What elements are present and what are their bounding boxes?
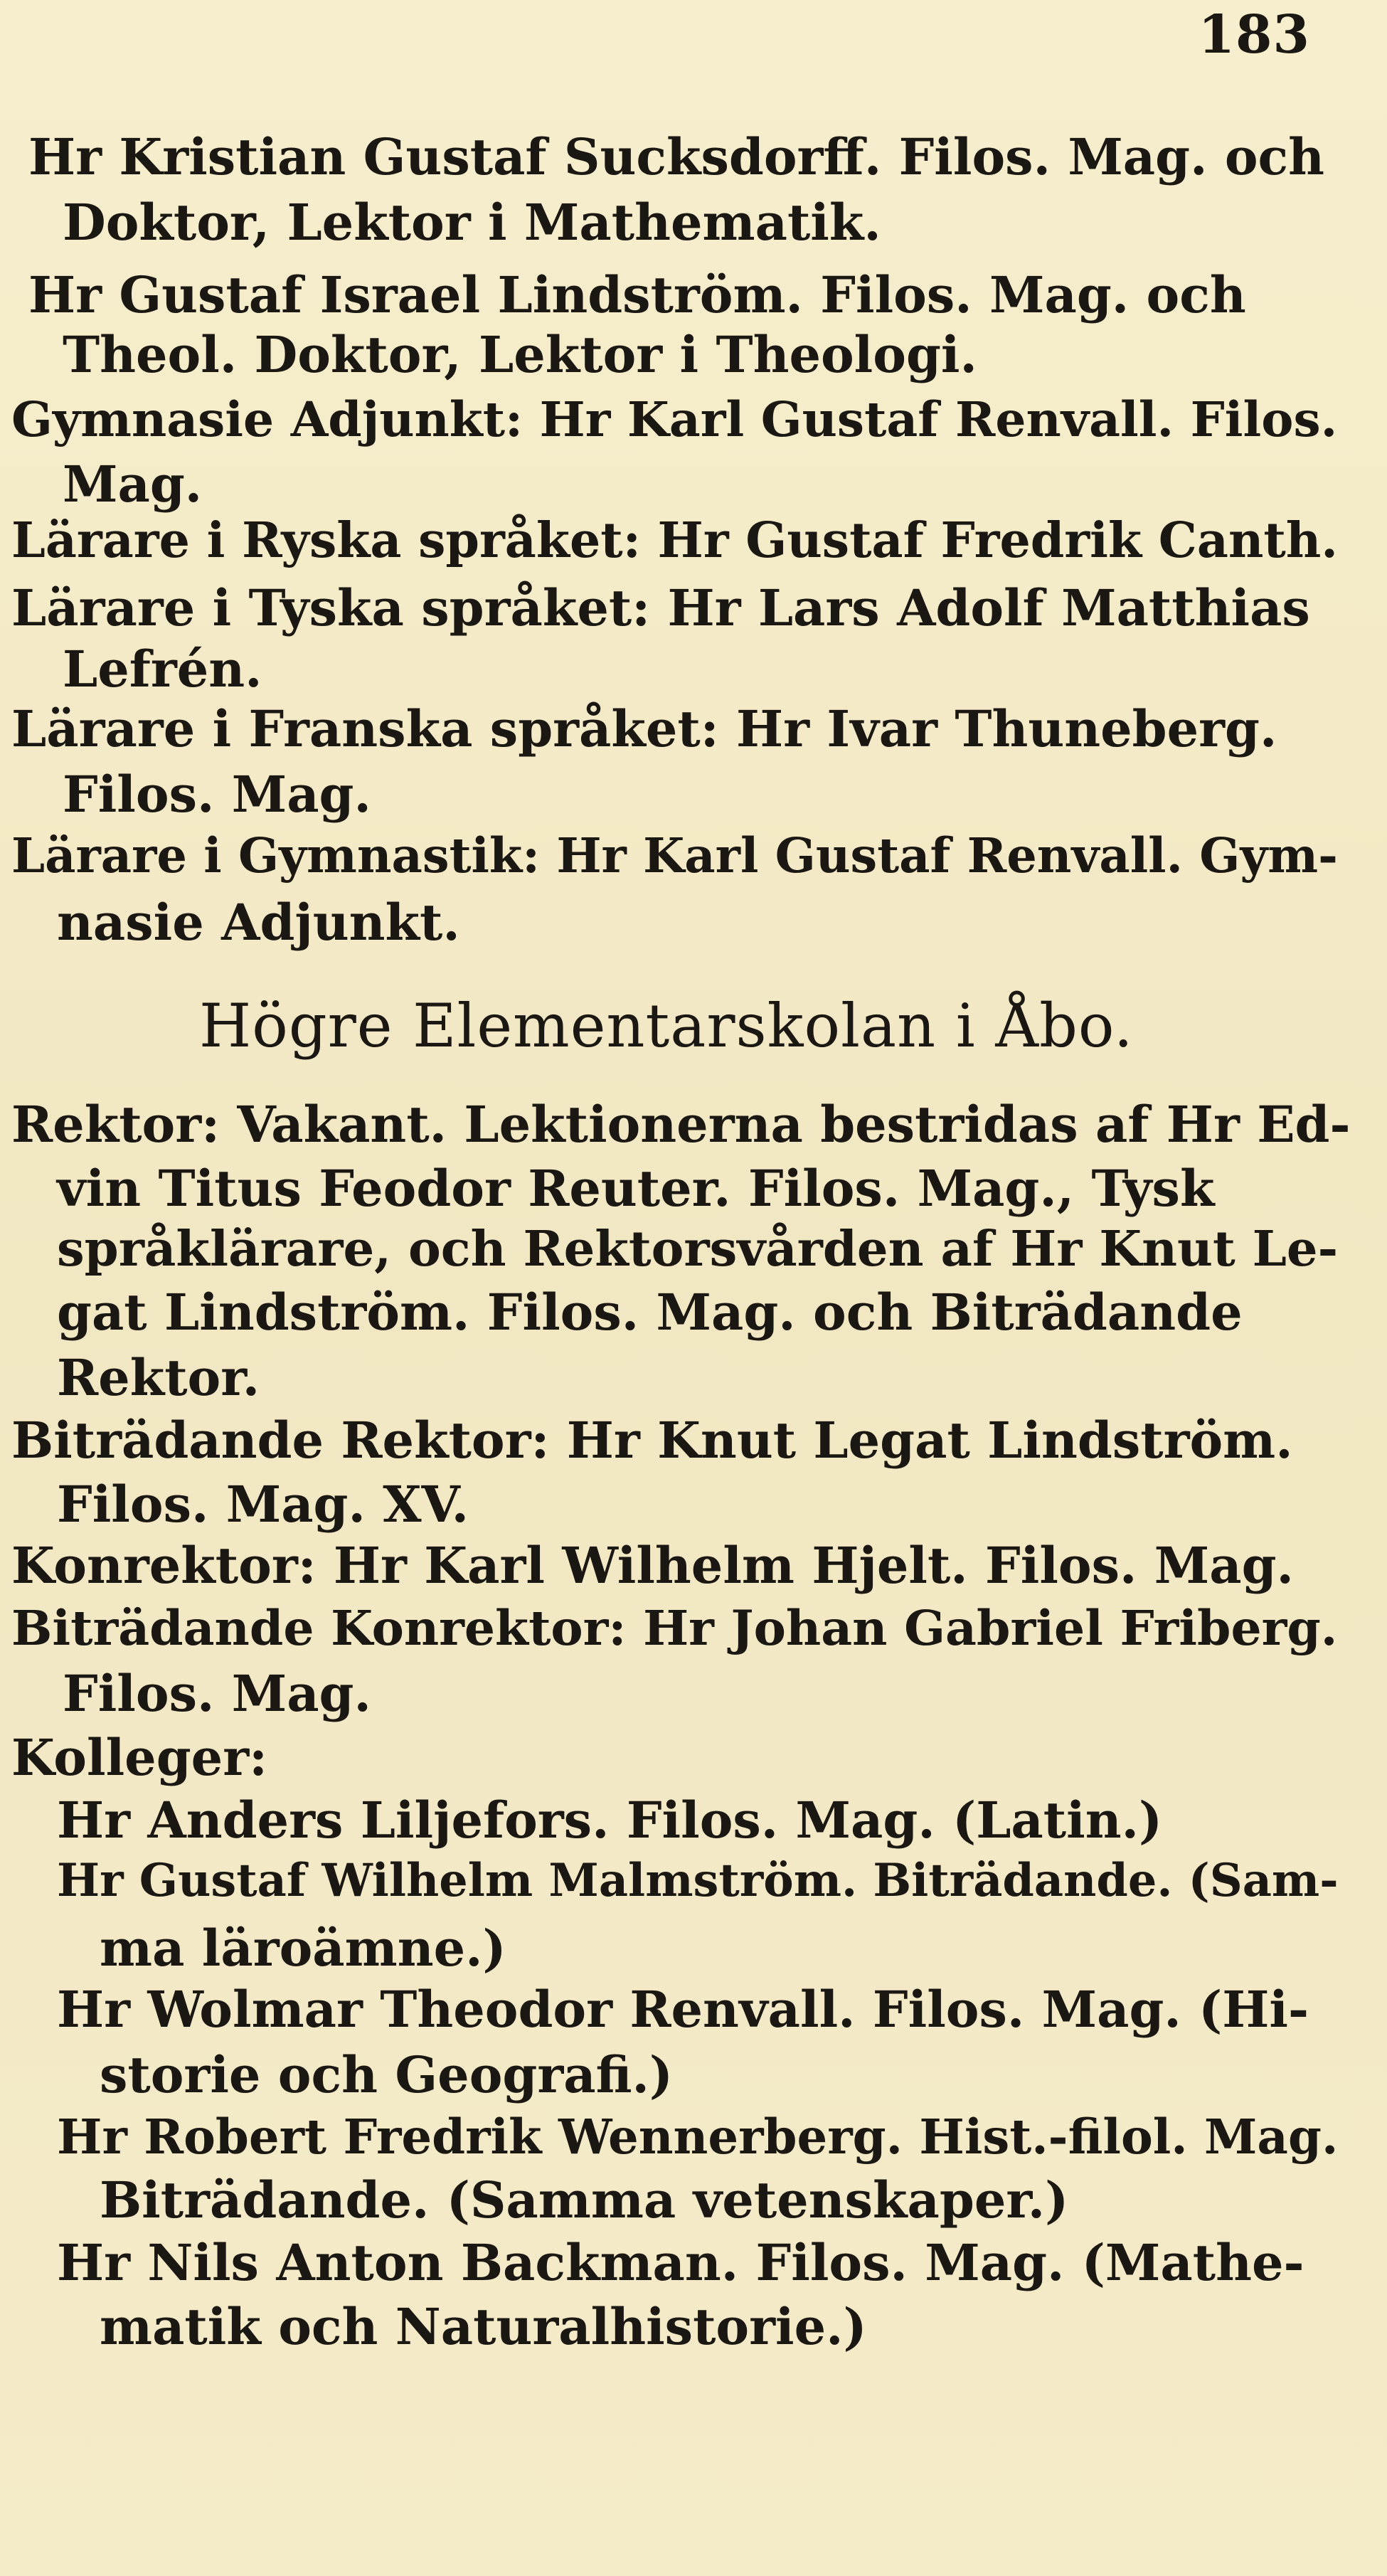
text-line: Kolleger: — [11, 1728, 267, 1787]
text-line: Hr Gustaf Wilhelm Malmström. Biträdande. (Sam- — [57, 1854, 1339, 1907]
page-number: 183 — [1198, 4, 1310, 65]
text-line: Hr Anders Liljefors. Filos. Mag. (Latin.) — [57, 1791, 1163, 1850]
section-heading: Högre Elementarskolan i Åbo. — [199, 991, 1134, 1061]
text-line: ma läroämne.) — [100, 1919, 506, 1978]
text-line: Hr Kristian Gustaf Sucksdorff. Filos. Mag. och — [28, 127, 1325, 186]
text-line: Filos. Mag. — [63, 765, 371, 824]
text-line: Gymnasie Adjunkt: Hr Karl Gustaf Renvall. Filos. — [11, 391, 1338, 447]
text-line: storie och Geografi.) — [100, 2045, 673, 2104]
text-line: språklärare, och Rektorsvården af Hr Knut Le- — [57, 1221, 1339, 1278]
text-line: Theol. Doktor, Lektor i Theologi. — [63, 325, 977, 384]
text-line: Biträdande Konrektor: Hr Johan Gabriel Friberg. — [11, 1600, 1338, 1657]
text-line: Biträdande Rektor: Hr Knut Legat Lindström. — [11, 1411, 1293, 1470]
text-line: nasie Adjunkt. — [57, 893, 460, 952]
text-line: Konrektor: Hr Karl Wilhelm Hjelt. Filos. Mag. — [11, 1536, 1294, 1595]
text-line: vin Titus Feodor Reuter. Filos. Mag., Tysk — [57, 1159, 1215, 1218]
text-line: Hr Robert Fredrik Wennerberg. Hist.-filol. Mag. — [57, 2109, 1339, 2165]
text-line: Hr Gustaf Israel Lindström. Filos. Mag. och — [28, 265, 1246, 324]
text-line: Biträdande. (Samma vetenskaper.) — [100, 2170, 1069, 2230]
text-line: Lefrén. — [63, 640, 262, 699]
text-line: Mag. — [63, 455, 203, 514]
text-line: Filos. Mag. — [63, 1664, 371, 1723]
text-line: Hr Nils Anton Backman. Filos. Mag. (Mathe- — [57, 2233, 1304, 2292]
text-line: Filos. Mag. XV. — [57, 1475, 469, 1534]
text-line: Lärare i Ryska språket: Hr Gustaf Fredrik Canth. — [11, 512, 1338, 569]
text-line: Hr Wolmar Theodor Renvall. Filos. Mag. (Hi- — [57, 1980, 1309, 2039]
text-line: Lärare i Tyska språket: Hr Lars Adolf Matthias — [11, 578, 1310, 637]
text-line: gat Lindström. Filos. Mag. och Biträdande — [57, 1283, 1243, 1342]
text-line: Doktor, Lektor i Mathematik. — [63, 193, 881, 252]
text-line: Lärare i Gymnastik: Hr Karl Gustaf Renvall. Gym- — [11, 827, 1338, 884]
text-line: Lärare i Franska språket: Hr Ivar Thuneberg. — [11, 699, 1277, 758]
text-line: Rektor: Vakant. Lektionerna bestridas af Hr Ed- — [11, 1095, 1351, 1154]
text-line: Rektor. — [57, 1348, 260, 1407]
text-line: matik och Naturalhistorie.) — [100, 2297, 867, 2356]
